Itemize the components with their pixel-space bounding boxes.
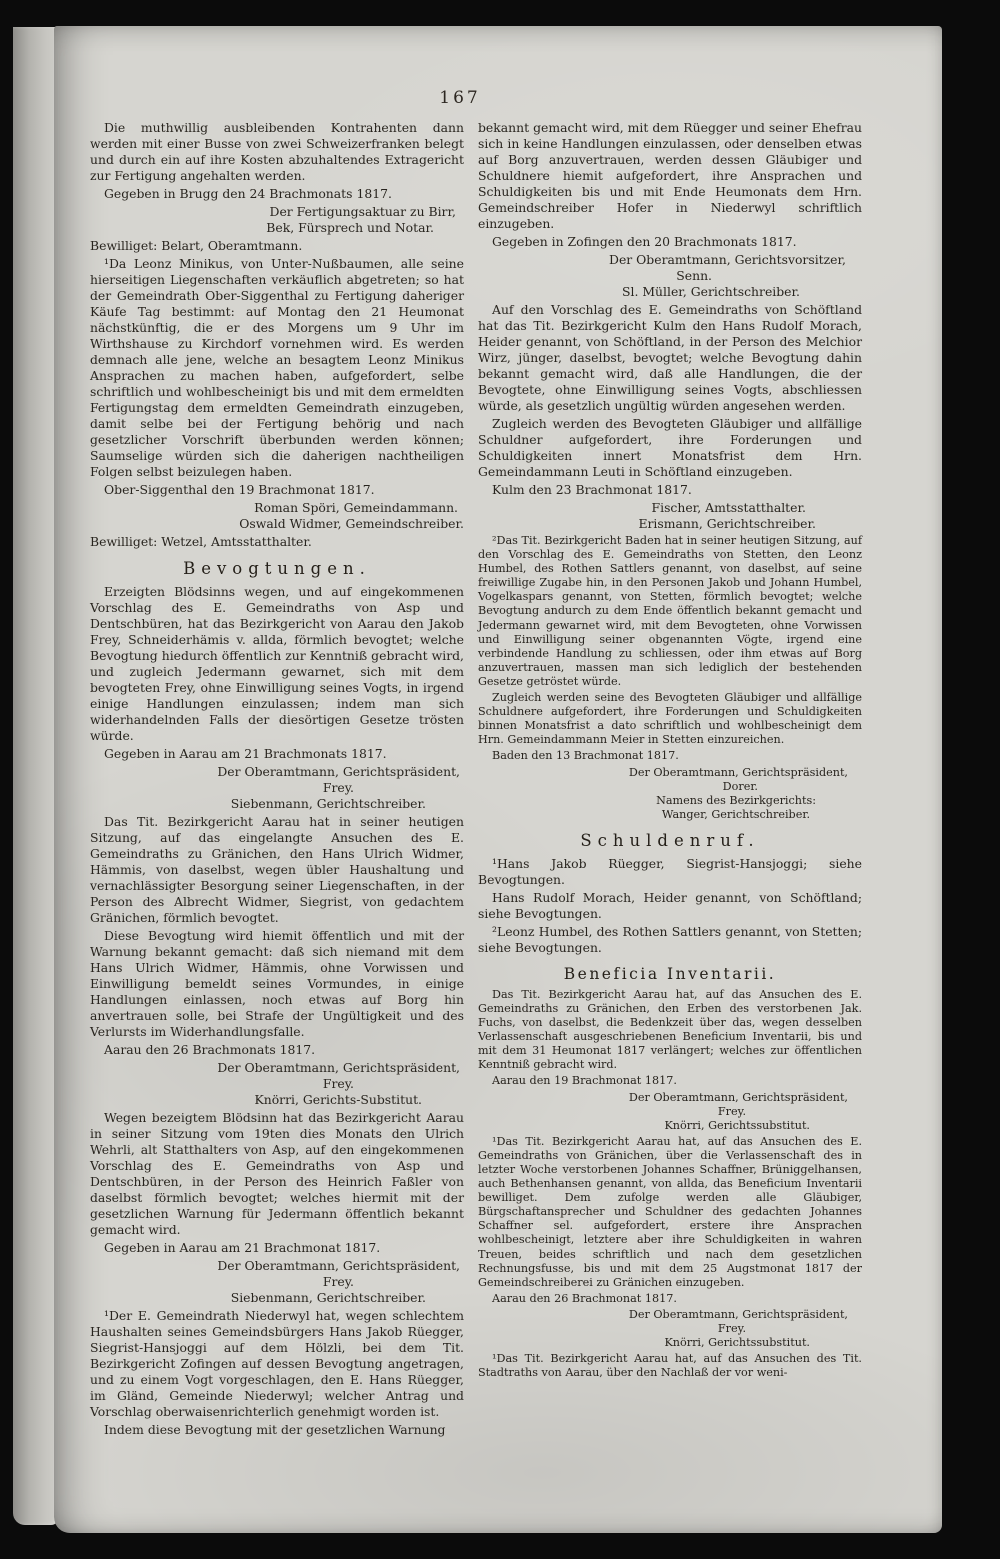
signature-line: Wanger, Gerichtschreiber.: [661, 807, 810, 821]
dateline: Aarau den 26 Brachmonat 1817.: [492, 1291, 677, 1305]
section-heading: Schuldenruf.: [580, 830, 760, 850]
signature-line: Frey.: [322, 1274, 354, 1289]
signature-line: Oswald Widmer, Gemeindschreiber.: [239, 516, 464, 531]
signature-line: Sl. Müller, Gerichtschreiber.: [622, 284, 800, 299]
paragraph: bekannt gemacht wird, mit dem Rüegger und seiner Ehefrau sich in keine Handlungen einzulassen, oder denselben etwas auf Borg anzuvertrauen, werden dessen Gläubiger und Schuldnere hiemit aufgefordert, ihre Ansprachen und Schuldigkeiten bis und mit Ende Heumonats dem Hrn. Gemeindschreiber Hofer in Niederwyl schriftlich einzugeben.: [478, 120, 862, 231]
paragraph: Zugleich werden seine des Bevogteten Gläubiger und allfällige Schuldnere aufgefordert, ihre Forderungen und Schuldigkeiten binnen Monatsfrist a dato schriftlich und wohlbescheinigt dem Hrn. Gemeindammann Meier in Stetten einzureichen.: [478, 691, 862, 747]
signature-line: Der Oberamtmann, Gerichtspräsident,: [217, 1060, 460, 1075]
signature-block: [478, 1308, 862, 1350]
signature-block: [478, 252, 862, 300]
dateline: Aarau den 26 Brachmonats 1817.: [104, 1042, 316, 1057]
dateline: Baden den 13 Brachmonat 1817.: [492, 749, 679, 763]
paragraph: ²Das Tit. Bezirkgericht Baden hat in seiner heutigen Sitzung, auf den Vorschlag des E. Gemeindraths von Stetten, den Leonz Humbel, des Rothen Sattlers genannt, von daselbst, auf seine freiwillige Zugabe hin, in den Personen Jakob und Johann Humbel, Vogelkaspars genannt, von Stetten, förmlich bevogtet; welche Bevogtung andurch zu dem Ende öffentlich bekannt gemacht und Jedermann gewarnet wird, mit dem Bevogteten, ohne Vorwissen und Einwilligung seiner obgenannten Vögte, irgend eine verbindende Handlung zu schliessen, oder ihm etwas auf Borg anzuvertrauen, massen man sich lediglich der bestehenden Gesetze getröstet würde.: [478, 534, 862, 688]
paragraph: Bewilliget: Wetzel, Amtsstatthalter.: [90, 534, 312, 549]
dateline: Kulm den 23 Brachmonat 1817.: [492, 482, 692, 497]
signature-line: Fischer, Amtsstatthalter.: [651, 500, 806, 515]
signature-block: [478, 766, 862, 822]
paragraph: ¹Da Leonz Minikus, von Unter-Nußbaumen, alle seine hierseitigen Liegenschaften verkäuflich abgetreten; so hat der Gemeindrath Ober-Siggenthal zu Fertigung daheriger Käufe Tag bestimmt: auf Montag den 21 Heumonat nächstkünftig, die er des Morgens um 9 Uhr im Wirthshause zu Kirchdorf vornehmen wird. Es werden demnach alle jene, welche an besagtem Leonz Minikus Ansprachen zu machen haben, aufgefordert, selbe schriftlich und wohlbescheinigt bis und mit dem ermeldten Fertigungstag dem ermeldten Gemeindrath einzugeben, damit selbe bei der Fertigung behörig und nach gesetzlicher Vorschrift überbunden werden können; Saumselige würden sich die daherigen nachtheiligen Folgen selbst beizulegen haben.: [90, 256, 464, 479]
document-page: [54, 26, 942, 1533]
signature-line: Siebenmann, Gerichtschreiber.: [230, 796, 426, 811]
section-heading: Beneficia Inventarii.: [563, 964, 777, 983]
signature-line: Knörri, Gerichts-Substitut.: [254, 1092, 422, 1107]
signature-line: Frey.: [322, 1076, 354, 1091]
signature-line: Der Oberamtmann, Gerichtspräsident,: [628, 1090, 848, 1104]
paragraph: Hans Rudolf Morach, Heider genannt, von Schöftland; siehe Bevogtungen.: [478, 889, 862, 921]
signature-line: Roman Spöri, Gemeindammann.: [254, 500, 458, 515]
paragraph: Indem diese Bevogtung mit der gesetzlichen Warnung: [104, 1422, 446, 1437]
dateline: Gegeben in Aarau am 21 Brachmonat 1817.: [104, 1240, 381, 1255]
signature-block: [90, 500, 464, 532]
paragraph: Die muthwillig ausbleibenden Kontrahenten dann werden mit einer Busse von zwei Schweizerfranken belegt und durch ein auf ihre Kosten abzuhaltendes Extragericht zur Fertigung angehalten werden.: [90, 120, 464, 183]
signature-line: Der Oberamtmann, Gerichtspräsident,: [628, 1307, 848, 1321]
paragraph: ¹Der E. Gemeindrath Niederwyl hat, wegen schlechtem Haushalten seines Gemeindsbürgers Hans Jakob Rüegger, Siegrist-Hansjoggi auf dem Hölzli, bei dem Tit. Bezirkgericht Zofingen auf dessen Bevogtung angetragen, und zu einem Vogt vorgeschlagen, den E. Hans Rüegger, im Gländ, Gemeinde Niederwyl; welcher Antrag und Vorschlag oberwaisenrichterlich genehmigt worden ist.: [90, 1308, 464, 1419]
dateline: Aarau den 19 Brachmonat 1817.: [492, 1074, 677, 1088]
left-text-column: [90, 120, 464, 1440]
signature-line: Der Oberamtmann, Gerichtsvorsitzer,: [609, 252, 846, 267]
paragraph: Diese Bevogtung wird hiemit öffentlich und mit der Warnung bekannt gemacht: daß sich niemand mit dem Hans Ulrich Widmer, Hämmis, ohne Vorwissen und Einwilligung bemeldt seines Vormundes, in einige Handlungen einlassen, noch etwas auf Borg hin anvertrauen solle, bei Strafe der Ungültigkeit und des Verlursts im Widerhandlungsfalle.: [90, 928, 464, 1039]
paragraph: ¹Hans Jakob Rüegger, Siegrist-Hansjoggi; siehe Bevogtungen.: [478, 855, 862, 887]
paragraph: Das Tit. Bezirkgericht Aarau hat in seiner heutigen Sitzung, auf das eingelangte Ansuchen des E. Gemeindraths zu Gränichen, den Hans Ulrich Widmer, Hämmis, von daselbst, wegen übler Haushaltung und vernachlässigter Besorgung seiner Liegenschaften, in der Person des Albrecht Widmer, Siegrist, von gedachtem Gränichen, förmlich bevogtet.: [90, 814, 464, 925]
section-heading: Bevogtungen.: [183, 559, 371, 578]
signature-block: [90, 1060, 464, 1108]
signature-line: Erismann, Gerichtschreiber.: [638, 516, 816, 531]
dateline: Gegeben in Aarau am 21 Brachmonats 1817.: [104, 746, 387, 761]
signature-block: [90, 204, 464, 236]
signature-line: Der Fertigungsaktuar zu Birr,: [269, 204, 456, 219]
signature-line: Dorer.: [722, 779, 758, 793]
adjacent-page-edge: [13, 27, 59, 1525]
page-number: 167: [439, 88, 481, 108]
signature-line: Der Oberamtmann, Gerichtspräsident,: [628, 765, 848, 779]
signature-line: Frey.: [717, 1104, 746, 1118]
signature-block: [90, 764, 464, 812]
paragraph: Bewilliget: Belart, Oberamtmann.: [90, 238, 303, 253]
signature-block: [478, 500, 862, 532]
signature-line: Senn.: [676, 268, 712, 283]
paragraph: Wegen bezeigtem Blödsinn hat das Bezirkgericht Aarau in seiner Sitzung vom 19ten dies Monats den Ulrich Wehrli, alt Statthalters von Asp, auf den eingekommenen Vorschlag des E. Gemeindraths von Asp und Dentschbüren, in der Person des Heinrich Faßler von daselbst förmlich bevogtet; welches hiermit mit der gesetzlichen Warnung für Jedermann öffentlich bekannt gemacht wird.: [90, 1110, 464, 1237]
paragraph: Zugleich werden des Bevogteten Gläubiger und allfällige Schuldner aufgefordert, ihre Forderungen und Schuldigkeiten innert Monatsfrist dem Hrn. Gemeindammann Leuti in Schöftland einzugeben.: [478, 416, 862, 479]
dateline: Ober-Siggenthal den 19 Brachmonat 1817.: [104, 482, 375, 497]
signature-line: Der Oberamtmann, Gerichtspräsident,: [217, 764, 460, 779]
signature-line: Der Oberamtmann, Gerichtspräsident,: [217, 1258, 460, 1273]
signature-block: [478, 1091, 862, 1133]
signature-line: Frey.: [322, 780, 354, 795]
paragraph: Auf den Vorschlag des E. Gemeindraths von Schöftland hat das Tit. Bezirkgericht Kulm den Hans Rudolf Morach, Heider genannt, von Schöftland, in der Person des Melchior Wirz, jünger, daselbst, bevogtet; welche Bevogtung dahin bekannt gemacht wird, daß alle Handlungen, die der Bevogtete, ohne Einwilligung seines Vogts, abschliessen würde, als gesetzlich ungültig würden angesehen werden.: [478, 302, 862, 413]
dateline: Gegeben in Brugg den 24 Brachmonats 1817.: [104, 186, 392, 201]
dateline: Gegeben in Zofingen den 20 Brachmonats 1817.: [492, 234, 797, 249]
paragraph: Erzeigten Blödsinns wegen, und auf eingekommenen Vorschlag des E. Gemeindraths von Asp und Dentschbüren, hat das Bezirkgericht von Aarau den Jakob Frey, Schneiderhämis v. allda, förmlich bevogtet; welche Bevogtung hiedurch öffentlich zur Kenntniß gebracht wird, und zugleich Jedermann gewarnet, sich mit dem bevogteten Frey, ohne Einwilligung seines Vogts, in irgend einige Handlungen einzulassen; indem man sich widerhandelnden Falls der diesörtigen Gesetze trösten würde.: [90, 584, 464, 743]
signature-line: Knörri, Gerichtssubstitut.: [664, 1118, 810, 1132]
paragraph: ²Leonz Humbel, des Rothen Sattlers genannt, von Stetten; siehe Bevogtungen.: [478, 923, 862, 955]
signature-line: Namens des Bezirkgerichts:: [656, 793, 816, 807]
signature-line: Siebenmann, Gerichtschreiber.: [230, 1290, 426, 1305]
signature-line: Knörri, Gerichtssubstitut.: [664, 1336, 810, 1350]
signature-block: [90, 1258, 464, 1306]
signature-line: Frey.: [717, 1322, 746, 1336]
signature-line: Bek, Fürsprech und Notar.: [266, 220, 434, 235]
paragraph: Das Tit. Bezirkgericht Aarau hat, auf das Ansuchen des E. Gemeindraths zu Gränichen, den Erben des verstorbenen Jak. Fuchs, von daselbst, die Bedenkzeit über das, wegen desselben Verlassenschaft ausgeschriebenen Beneficium Inventarii, bis und mit dem 31 Heumonat 1817 verlängert; welches zur öffentlichen Kenntniß gebracht wird.: [478, 987, 862, 1072]
paragraph: ¹Das Tit. Bezirkgericht Aarau hat, auf das Ansuchen des Tit. Stadtraths von Aarau, über den Nachlaß der vor weni-: [478, 1352, 862, 1380]
paragraph: ¹Das Tit. Bezirkgericht Aarau hat, auf das Ansuchen des E. Gemeindraths von Gränichen, über die Verlassenschaft des in letzter Woche verstorbenen Johannes Schaffner, Brüniggelhansen, auch Bethenhansen genannt, von allda, das Beneficium Inventarii bewilliget. Dem zufolge werden alle Gläubiger, Bürgschaftansprecher und Schuldner des gedachten Johannes Schaffner sel. aufgefordert, erstere ihre Ansprachen wohlbescheinigt, letztere aber ihre Schuldigkeiten in wahren Treuen, beides schriftlich und nach dem gesetzlichen Rechnungsfusse, bis und mit dem 25 Augstmonat 1817 der Gemeindschreiberei zu Gränichen einzugeben.: [478, 1134, 862, 1289]
right-text-column: [478, 120, 862, 1382]
